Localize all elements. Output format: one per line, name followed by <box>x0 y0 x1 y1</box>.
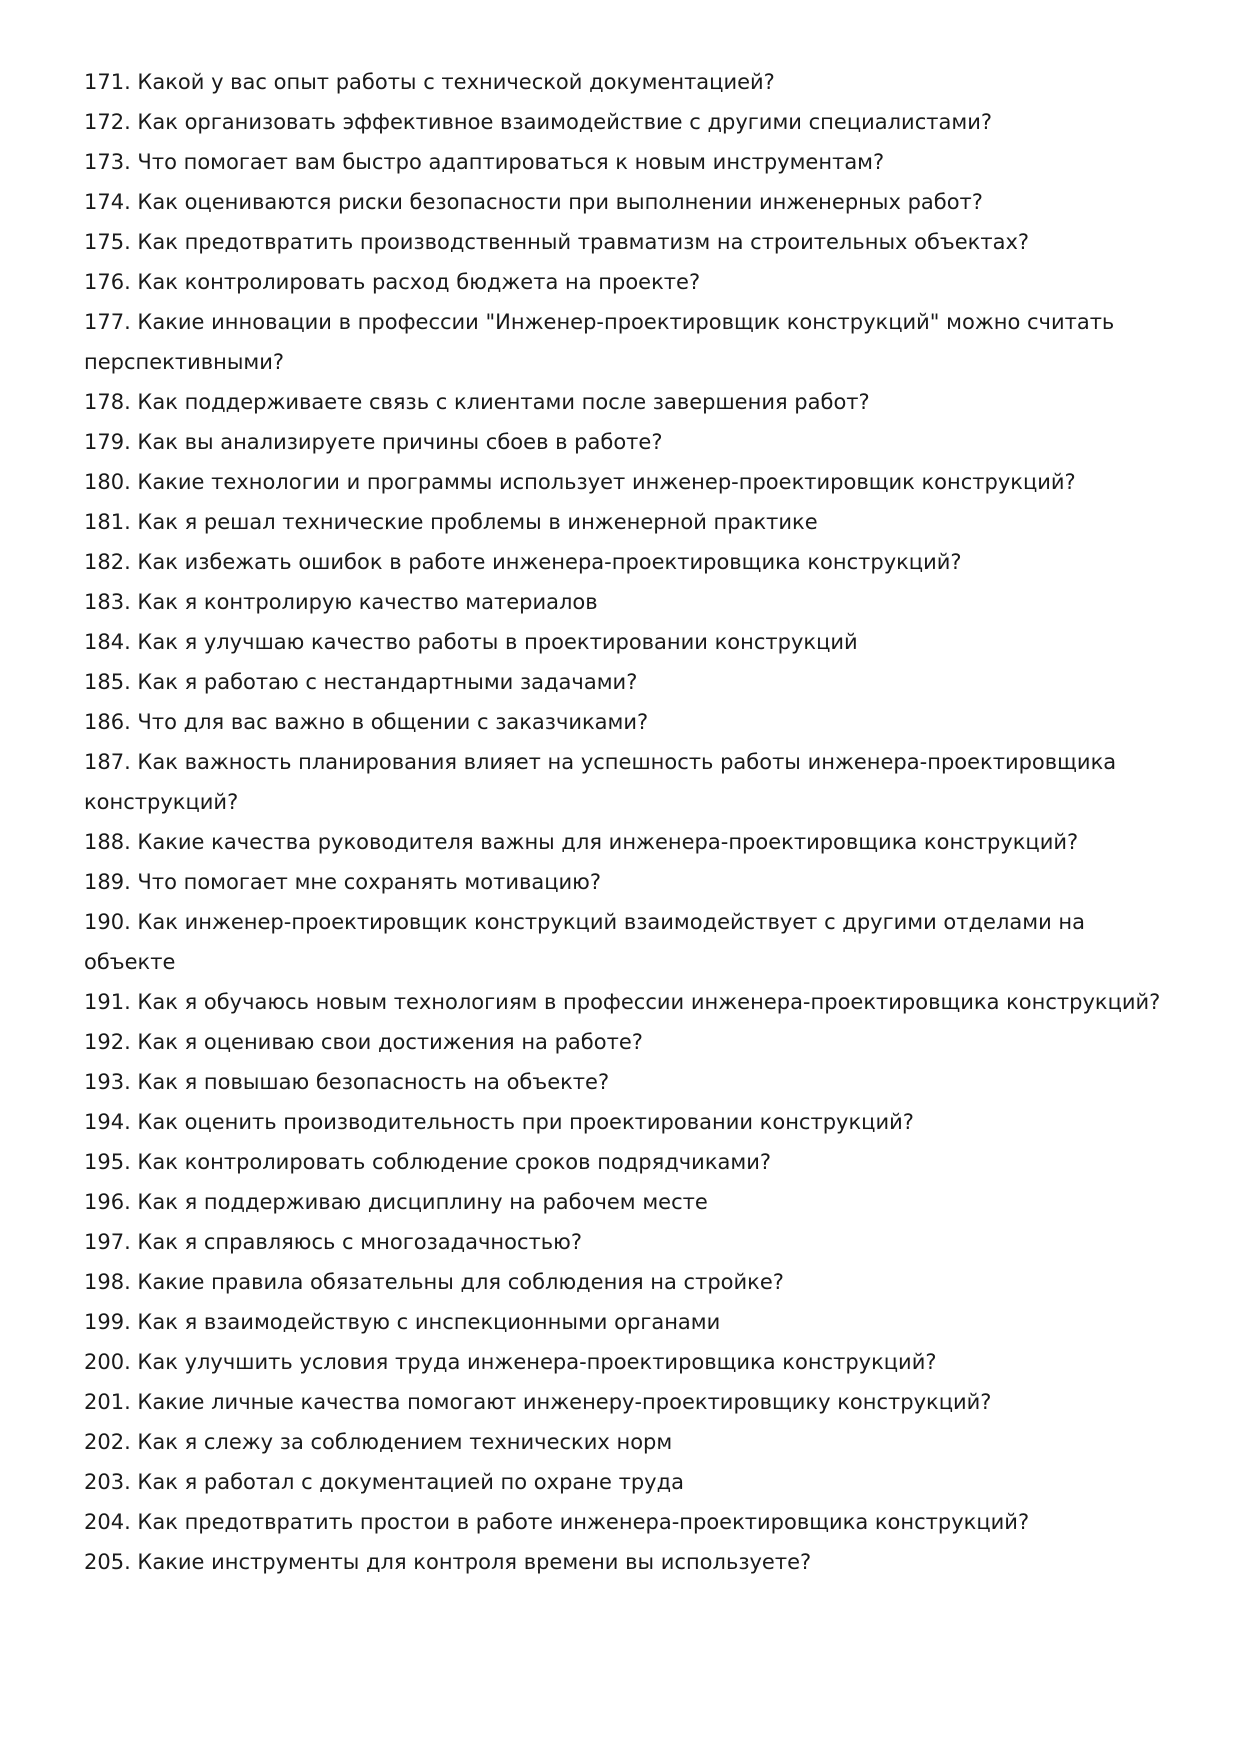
question-196: 196. Как я поддерживаю дисциплину на рабочем месте <box>84 1190 708 1214</box>
question-200: 200. Как улучшить условия труда инженера-проектировщика конструкций? <box>84 1350 937 1374</box>
question-190: 190. Как инженер-проектировщик конструкций взаимодействует с другими отделами на объекте <box>84 910 1085 974</box>
question-187: 187. Как важность планирования влияет на успешность работы инженера-проектировщика конструкций? <box>84 750 1117 814</box>
question-195: 195. Как контролировать соблюдение сроков подрядчиками? <box>84 1150 772 1174</box>
question-181: 181. Как я решал технические проблемы в инженерной практике <box>84 510 818 534</box>
question-172: 172. Как организовать эффективное взаимодействие с другими специалистами? <box>84 110 992 134</box>
question-188: 188. Какие качества руководителя важны для инженера-проектировщика конструкций? <box>84 830 1079 854</box>
question-203: 203. Как я работал с документацией по охране труда <box>84 1470 684 1494</box>
question-194: 194. Как оценить производительность при проектировании конструкций? <box>84 1110 914 1134</box>
question-171: 171. Какой у вас опыт работы с технической документацией? <box>84 70 775 94</box>
question-186: 186. Что для вас важно в общении с заказчиками? <box>84 710 649 734</box>
question-205: 205. Какие инструменты для контроля времени вы используете? <box>84 1550 812 1574</box>
question-197: 197. Как я справляюсь с многозадачностью? <box>84 1230 582 1254</box>
question-204: 204. Как предотвратить простои в работе инженера-проектировщика конструкций? <box>84 1510 1030 1534</box>
question-183: 183. Как я контролирую качество материалов <box>84 590 598 614</box>
question-184: 184. Как я улучшаю качество работы в проектировании конструкций <box>84 630 858 654</box>
question-180: 180. Какие технологии и программы использует инженер-проектировщик конструкций? <box>84 470 1076 494</box>
question-179: 179. Как вы анализируете причины сбоев в работе? <box>84 430 663 454</box>
question-174: 174. Как оцениваются риски безопасности при выполнении инженерных работ? <box>84 190 983 214</box>
question-198: 198. Какие правила обязательны для соблюдения на стройке? <box>84 1270 784 1294</box>
question-192: 192. Как я оцениваю свои достижения на работе? <box>84 1030 643 1054</box>
question-193: 193. Как я повышаю безопасность на объекте? <box>84 1070 610 1094</box>
question-182: 182. Как избежать ошибок в работе инженера-проектировщика конструкций? <box>84 550 962 574</box>
question-202: 202. Как я слежу за соблюдением технических норм <box>84 1430 673 1454</box>
question-201: 201. Какие личные качества помогают инженеру-проектировщику конструкций? <box>84 1390 992 1414</box>
question-175: 175. Как предотвратить производственный травматизм на строительных объектах? <box>84 230 1030 254</box>
question-189: 189. Что помогает мне сохранять мотивацию? <box>84 870 602 894</box>
question-185: 185. Как я работаю с нестандартными задачами? <box>84 670 638 694</box>
question-list <box>84 62 1174 1582</box>
question-177: 177. Какие инновации в профессии "Инженер-проектировщик конструкций" можно считать перспективными? <box>84 310 1115 374</box>
question-173: 173. Что помогает вам быстро адаптироваться к новым инструментам? <box>84 150 885 174</box>
question-191: 191. Как я обучаюсь новым технологиям в профессии инженера-проектировщика конструкций? <box>84 990 1161 1014</box>
question-178: 178. Как поддерживаете связь с клиентами после завершения работ? <box>84 390 870 414</box>
question-176: 176. Как контролировать расход бюджета на проекте? <box>84 270 701 294</box>
question-199: 199. Как я взаимодействую с инспекционными органами <box>84 1310 721 1334</box>
